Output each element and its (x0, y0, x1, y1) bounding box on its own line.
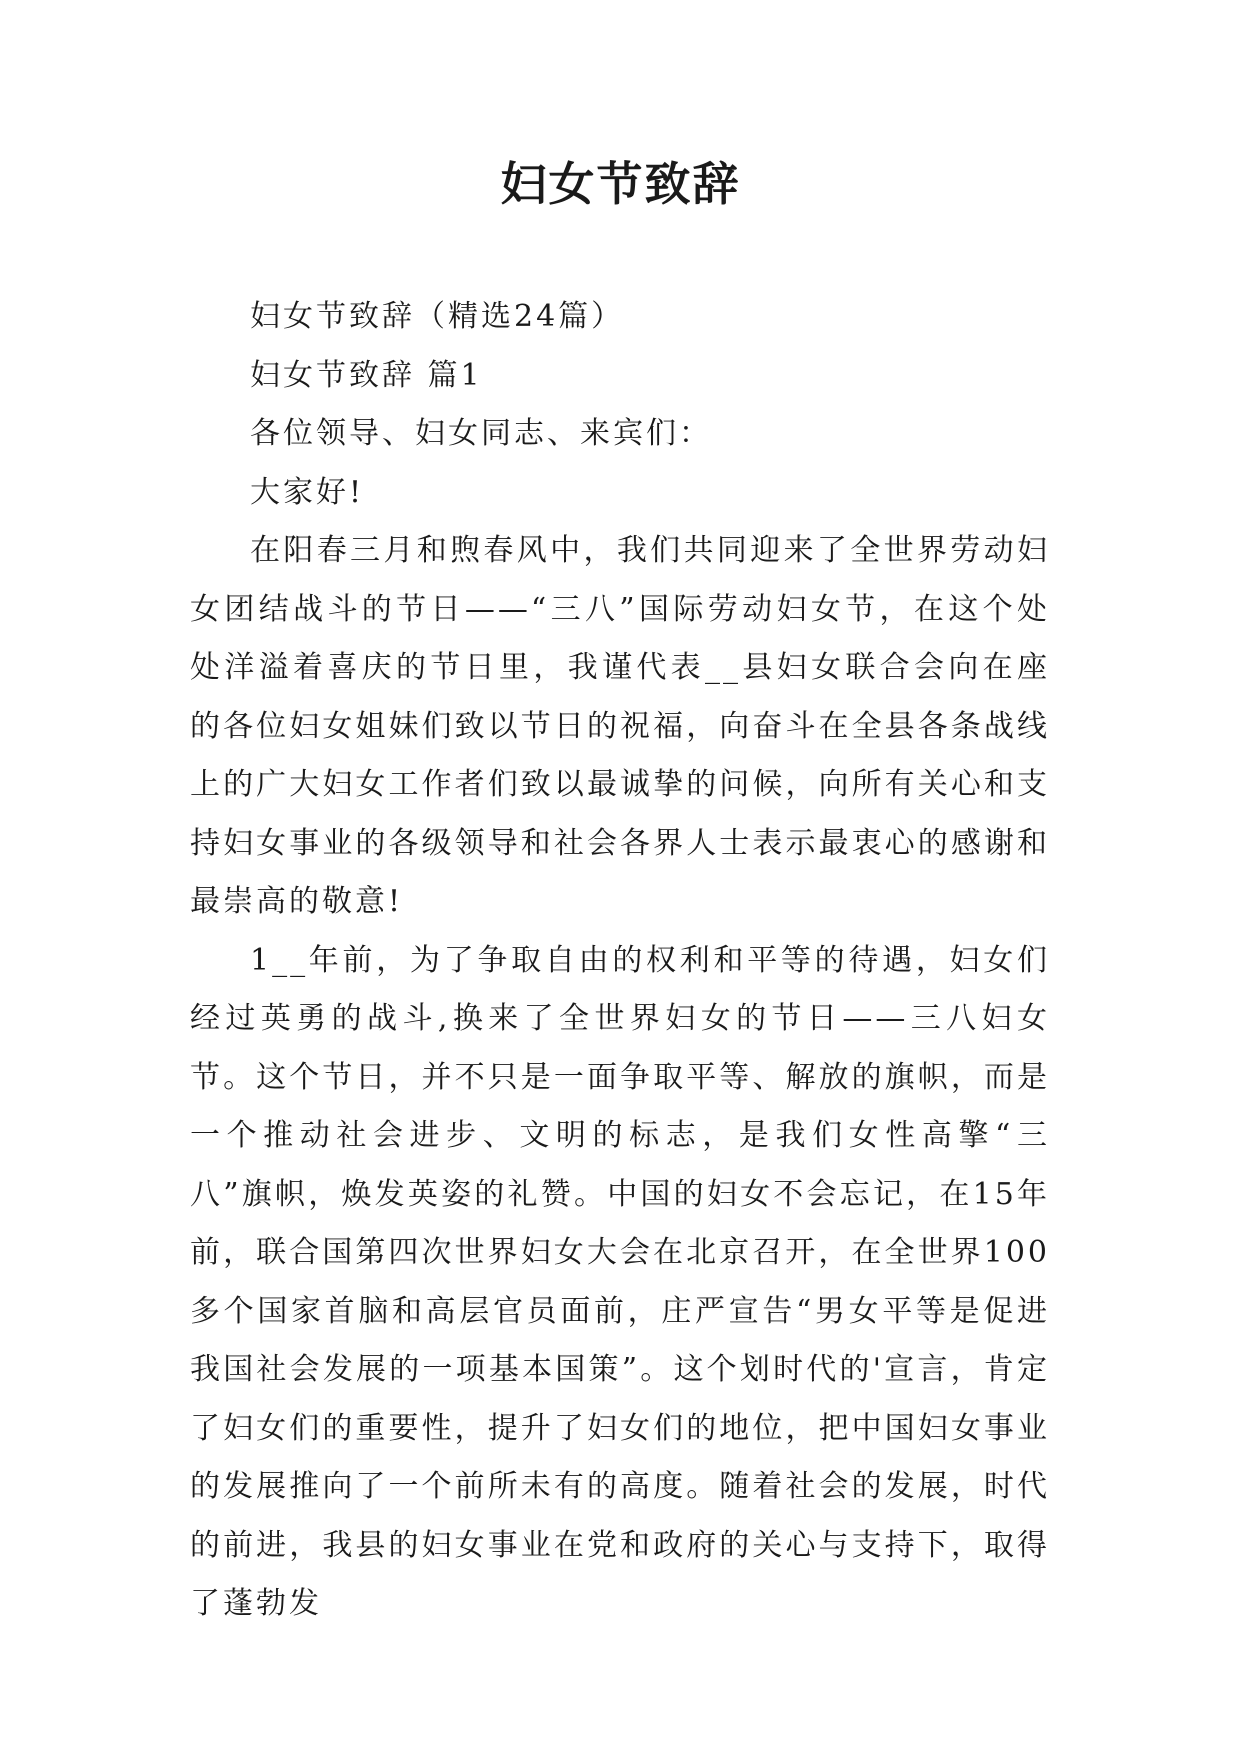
paragraph-greeting: 大家好! (250, 474, 365, 510)
paragraph-body-2: 1__年前，为了争取自由的权利和平等的待遇，妇女们经过英勇的战斗,换来了全世界妇女的节日——三八妇女节。这个节日，并不只是一面争取平等、解放的旗帜，而是一个推动社会进步、文明的标志，是我们女性高擎“三八”旗帜，焕发英姿的礼赞。中国的妇女不会忘记，在15年前，联合国第四次世界妇女大会在北京召开，在全世界100多个国家首脑和高层官员面前，庄严宣告“男女平等是促进我国社会发展的一项基本国策”。这个划时代的'宣言，肯定了妇女们的重要性，提升了妇女们的地位，把中国妇女事业的发展推向了一个前所未有的高度。随着社会的发展，时代的前进，我县的妇女事业在党和政府的关心与支持下，取得了蓬勃发 (190, 942, 1050, 1621)
paragraph-section-heading: 妇女节致辞 篇1 (250, 357, 483, 393)
paragraph-salutation: 各位领导、妇女同志、来宾们： (250, 416, 712, 451)
document-title: 妇女节致辞 (500, 157, 741, 211)
document-body (190, 288, 1050, 1634)
paragraph-subtitle: 妇女节致辞（精选24篇） (250, 299, 625, 334)
paragraph-body-1: 在阳春三月和煦春风中，我们共同迎来了全世界劳动妇女团结战斗的节日——“三八”国际劳动妇女节，在这个处处洋溢着喜庆的节日里，我谨代表__县妇女联合会向在座的各位妇女姐妹们致以节日的祝福，向奋斗在全县各条战线上的广大妇女工作者们致以最诚挚的问候，向所有关心和支持妇女事业的各级领导和社会各界人士表示最衷心的感谢和最崇高的敬意! (190, 533, 1050, 919)
